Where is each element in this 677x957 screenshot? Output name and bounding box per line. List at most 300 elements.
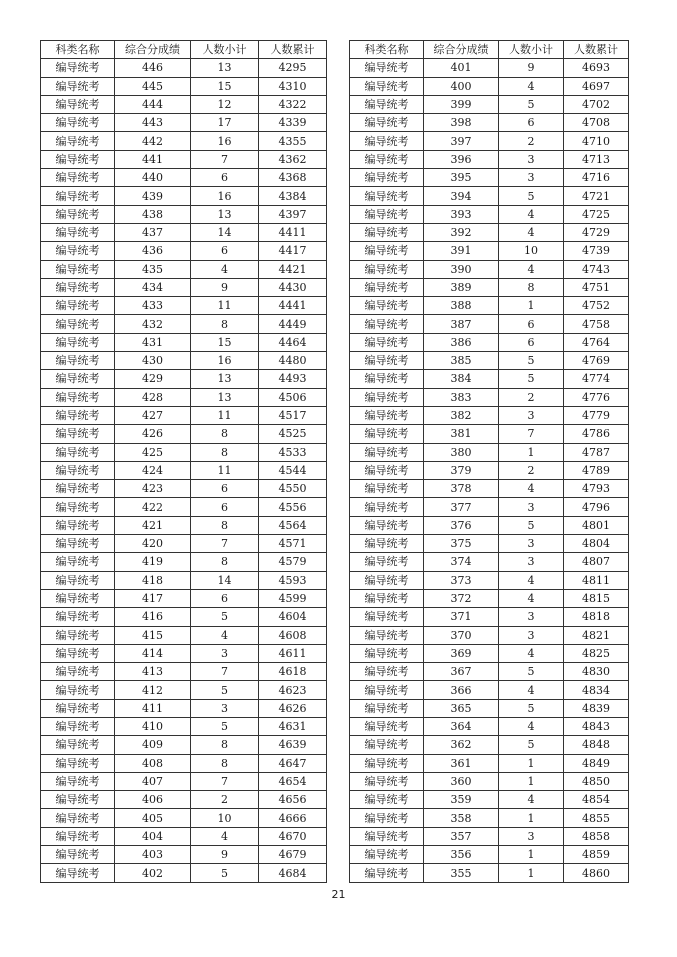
cell-cumulative: 4564 — [259, 516, 327, 534]
cell-count: 8 — [191, 516, 259, 534]
cell-score: 361 — [424, 754, 499, 772]
cell-category: 编导统考 — [350, 333, 424, 351]
cell-score: 388 — [424, 297, 499, 315]
cell-count: 13 — [191, 388, 259, 406]
table-row — [41, 608, 327, 626]
cell-cumulative: 4786 — [564, 425, 629, 443]
cell-cumulative: 4647 — [259, 754, 327, 772]
cell-cumulative: 4716 — [564, 169, 629, 187]
cell-score: 379 — [424, 461, 499, 479]
cell-category: 编导统考 — [350, 681, 424, 699]
cell-category: 编导统考 — [350, 315, 424, 333]
cell-score: 372 — [424, 589, 499, 607]
cell-cumulative: 4830 — [564, 663, 629, 681]
cell-category: 编导统考 — [41, 571, 115, 589]
cell-score: 364 — [424, 717, 499, 735]
cell-count: 1 — [499, 297, 564, 315]
cell-category: 编导统考 — [41, 242, 115, 260]
cell-score: 382 — [424, 406, 499, 424]
cell-count: 2 — [499, 388, 564, 406]
table-row — [350, 516, 629, 534]
cell-count: 15 — [191, 77, 259, 95]
cell-count: 12 — [191, 95, 259, 113]
cell-category: 编导统考 — [41, 205, 115, 223]
cell-category: 编导统考 — [350, 644, 424, 662]
cell-score: 404 — [115, 827, 191, 845]
cell-category: 编导统考 — [41, 535, 115, 553]
cell-cumulative: 4550 — [259, 480, 327, 498]
cell-category: 编导统考 — [41, 114, 115, 132]
cell-score: 429 — [115, 370, 191, 388]
table-row — [41, 480, 327, 498]
cell-category: 编导统考 — [41, 553, 115, 571]
cell-score: 419 — [115, 553, 191, 571]
cell-cumulative: 4815 — [564, 589, 629, 607]
table-row — [41, 242, 327, 260]
cell-score: 391 — [424, 242, 499, 260]
cell-score: 426 — [115, 425, 191, 443]
table-row — [350, 535, 629, 553]
cell-score: 445 — [115, 77, 191, 95]
cell-cumulative: 4684 — [259, 864, 327, 882]
cell-category: 编导统考 — [350, 425, 424, 443]
cell-score: 425 — [115, 443, 191, 461]
cell-cumulative: 4339 — [259, 114, 327, 132]
cell-category: 编导统考 — [41, 352, 115, 370]
cell-score: 360 — [424, 772, 499, 790]
cell-score: 356 — [424, 846, 499, 864]
cell-score: 416 — [115, 608, 191, 626]
header-score: 综合分成绩 — [424, 41, 499, 59]
cell-cumulative: 4804 — [564, 535, 629, 553]
table-row — [350, 132, 629, 150]
cell-cumulative: 4384 — [259, 187, 327, 205]
cell-category: 编导统考 — [350, 699, 424, 717]
cell-count: 6 — [499, 333, 564, 351]
table-row — [350, 297, 629, 315]
header-count: 人数小计 — [191, 41, 259, 59]
cell-category: 编导统考 — [350, 370, 424, 388]
cell-cumulative: 4421 — [259, 260, 327, 278]
cell-cumulative: 4693 — [564, 59, 629, 77]
cell-cumulative: 4854 — [564, 791, 629, 809]
table-row — [350, 754, 629, 772]
cell-cumulative: 4849 — [564, 754, 629, 772]
table-body — [41, 59, 327, 882]
cell-count: 3 — [191, 699, 259, 717]
cell-category: 编导统考 — [350, 772, 424, 790]
cell-cumulative: 4623 — [259, 681, 327, 699]
table-row — [350, 772, 629, 790]
cell-cumulative: 4859 — [564, 846, 629, 864]
table-row — [41, 461, 327, 479]
cell-score: 398 — [424, 114, 499, 132]
cell-score: 436 — [115, 242, 191, 260]
cell-score: 431 — [115, 333, 191, 351]
cell-cumulative: 4656 — [259, 791, 327, 809]
cell-cumulative: 4739 — [564, 242, 629, 260]
cell-cumulative: 4779 — [564, 406, 629, 424]
cell-count: 5 — [499, 699, 564, 717]
cell-count: 3 — [499, 169, 564, 187]
cell-score: 358 — [424, 809, 499, 827]
cell-score: 390 — [424, 260, 499, 278]
cell-count: 5 — [499, 370, 564, 388]
cell-cumulative: 4579 — [259, 553, 327, 571]
header-cumulative: 人数累计 — [564, 41, 629, 59]
cell-score: 355 — [424, 864, 499, 882]
cell-count: 3 — [499, 498, 564, 516]
cell-count: 16 — [191, 132, 259, 150]
cell-count: 6 — [499, 114, 564, 132]
cell-cumulative: 4858 — [564, 827, 629, 845]
cell-count: 6 — [191, 498, 259, 516]
cell-count: 4 — [191, 827, 259, 845]
cell-count: 1 — [499, 846, 564, 864]
cell-count: 6 — [499, 315, 564, 333]
cell-count: 15 — [191, 333, 259, 351]
table-row — [41, 864, 327, 882]
cell-count: 8 — [191, 425, 259, 443]
cell-score: 370 — [424, 626, 499, 644]
cell-score: 433 — [115, 297, 191, 315]
table-row — [41, 663, 327, 681]
cell-count: 11 — [191, 406, 259, 424]
cell-category: 编导统考 — [41, 864, 115, 882]
cell-cumulative: 4697 — [564, 77, 629, 95]
table-row — [350, 461, 629, 479]
cell-cumulative: 4793 — [564, 480, 629, 498]
cell-score: 421 — [115, 516, 191, 534]
table-row — [41, 406, 327, 424]
cell-count: 4 — [499, 223, 564, 241]
cell-count: 11 — [191, 297, 259, 315]
cell-count: 4 — [499, 571, 564, 589]
cell-category: 编导统考 — [350, 461, 424, 479]
table-row — [350, 114, 629, 132]
table-row — [41, 809, 327, 827]
table-row — [350, 846, 629, 864]
table-row — [350, 223, 629, 241]
table-row — [350, 699, 629, 717]
cell-score: 414 — [115, 644, 191, 662]
table-row — [350, 169, 629, 187]
cell-category: 编导统考 — [350, 95, 424, 113]
table-row — [41, 333, 327, 351]
header-category: 科类名称 — [350, 41, 424, 59]
table-row — [41, 95, 327, 113]
table-row — [350, 315, 629, 333]
cell-score: 418 — [115, 571, 191, 589]
cell-score: 430 — [115, 352, 191, 370]
cell-score: 434 — [115, 278, 191, 296]
cell-cumulative: 4464 — [259, 333, 327, 351]
table-row — [41, 535, 327, 553]
cell-score: 365 — [424, 699, 499, 717]
cell-count: 5 — [191, 864, 259, 882]
cell-cumulative: 4599 — [259, 589, 327, 607]
table-row — [41, 205, 327, 223]
table-body — [350, 59, 629, 882]
table-row — [350, 77, 629, 95]
cell-count: 13 — [191, 205, 259, 223]
cell-cumulative: 4544 — [259, 461, 327, 479]
cell-category: 编导统考 — [350, 278, 424, 296]
cell-category: 编导统考 — [350, 59, 424, 77]
table-row — [41, 297, 327, 315]
cell-category: 编导统考 — [41, 95, 115, 113]
cell-cumulative: 4811 — [564, 571, 629, 589]
cell-category: 编导统考 — [350, 535, 424, 553]
cell-count: 6 — [191, 480, 259, 498]
table-row — [350, 187, 629, 205]
cell-count: 9 — [191, 278, 259, 296]
table-row — [350, 95, 629, 113]
cell-cumulative: 4713 — [564, 150, 629, 168]
cell-cumulative: 4725 — [564, 205, 629, 223]
table-row — [350, 553, 629, 571]
cell-cumulative: 4843 — [564, 717, 629, 735]
table-row — [350, 352, 629, 370]
table-row — [350, 864, 629, 882]
table-row — [350, 333, 629, 351]
cell-score: 406 — [115, 791, 191, 809]
table-row — [41, 681, 327, 699]
cell-cumulative: 4776 — [564, 388, 629, 406]
cell-cumulative: 4493 — [259, 370, 327, 388]
cell-cumulative: 4556 — [259, 498, 327, 516]
cell-category: 编导统考 — [350, 443, 424, 461]
cell-count: 9 — [499, 59, 564, 77]
cell-cumulative: 4801 — [564, 516, 629, 534]
cell-category: 编导统考 — [41, 608, 115, 626]
cell-score: 362 — [424, 736, 499, 754]
cell-category: 编导统考 — [41, 498, 115, 516]
cell-score: 400 — [424, 77, 499, 95]
table-row — [41, 626, 327, 644]
cell-category: 编导统考 — [350, 260, 424, 278]
cell-score: 357 — [424, 827, 499, 845]
cell-category: 编导统考 — [350, 846, 424, 864]
cell-score: 444 — [115, 95, 191, 113]
cell-cumulative: 4480 — [259, 352, 327, 370]
cell-score: 439 — [115, 187, 191, 205]
cell-category: 编导统考 — [350, 663, 424, 681]
cell-category: 编导统考 — [350, 297, 424, 315]
cell-category: 编导统考 — [350, 864, 424, 882]
cell-score: 410 — [115, 717, 191, 735]
table-row — [41, 260, 327, 278]
cell-cumulative: 4430 — [259, 278, 327, 296]
cell-category: 编导统考 — [350, 223, 424, 241]
table-row — [41, 791, 327, 809]
cell-category: 编导统考 — [350, 114, 424, 132]
cell-score: 394 — [424, 187, 499, 205]
cell-category: 编导统考 — [41, 809, 115, 827]
cell-category: 编导统考 — [41, 846, 115, 864]
cell-count: 4 — [499, 717, 564, 735]
table-row — [350, 589, 629, 607]
cell-count: 10 — [499, 242, 564, 260]
cell-count: 8 — [499, 278, 564, 296]
cell-score: 366 — [424, 681, 499, 699]
cell-score: 377 — [424, 498, 499, 516]
cell-score: 422 — [115, 498, 191, 516]
cell-category: 编导统考 — [41, 699, 115, 717]
cell-cumulative: 4631 — [259, 717, 327, 735]
cell-cumulative: 4848 — [564, 736, 629, 754]
cell-score: 428 — [115, 388, 191, 406]
cell-cumulative: 4807 — [564, 553, 629, 571]
cell-category: 编导统考 — [350, 77, 424, 95]
cell-cumulative: 4774 — [564, 370, 629, 388]
cell-count: 6 — [191, 242, 259, 260]
cell-count: 14 — [191, 223, 259, 241]
cell-score: 442 — [115, 132, 191, 150]
cell-category: 编导统考 — [350, 608, 424, 626]
cell-cumulative: 4752 — [564, 297, 629, 315]
cell-cumulative: 4787 — [564, 443, 629, 461]
cell-count: 11 — [191, 461, 259, 479]
table-row — [41, 223, 327, 241]
cell-cumulative: 4517 — [259, 406, 327, 424]
cell-cumulative: 4850 — [564, 772, 629, 790]
table-row — [350, 571, 629, 589]
cell-score: 403 — [115, 846, 191, 864]
cell-count: 3 — [499, 553, 564, 571]
table-row — [350, 717, 629, 735]
cell-category: 编导统考 — [41, 370, 115, 388]
cell-cumulative: 4618 — [259, 663, 327, 681]
cell-count: 6 — [191, 169, 259, 187]
table-row — [41, 59, 327, 77]
cell-category: 编导统考 — [350, 809, 424, 827]
table-row — [350, 644, 629, 662]
cell-count: 10 — [191, 809, 259, 827]
cell-count: 8 — [191, 736, 259, 754]
cell-cumulative: 4593 — [259, 571, 327, 589]
cell-cumulative: 4604 — [259, 608, 327, 626]
cell-count: 8 — [191, 553, 259, 571]
cell-category: 编导统考 — [41, 77, 115, 95]
cell-category: 编导统考 — [41, 772, 115, 790]
cell-score: 373 — [424, 571, 499, 589]
cell-category: 编导统考 — [41, 333, 115, 351]
cell-category: 编导统考 — [350, 736, 424, 754]
cell-cumulative: 4310 — [259, 77, 327, 95]
cell-count: 5 — [499, 187, 564, 205]
cell-count: 5 — [499, 95, 564, 113]
cell-category: 编导统考 — [41, 644, 115, 662]
cell-cumulative: 4818 — [564, 608, 629, 626]
table-row — [350, 663, 629, 681]
table-row — [41, 77, 327, 95]
cell-count: 4 — [499, 205, 564, 223]
cell-cumulative: 4571 — [259, 535, 327, 553]
cell-cumulative: 4743 — [564, 260, 629, 278]
cell-score: 397 — [424, 132, 499, 150]
cell-count: 7 — [191, 535, 259, 553]
cell-category: 编导统考 — [350, 827, 424, 845]
cell-count: 14 — [191, 571, 259, 589]
cell-count: 2 — [499, 461, 564, 479]
cell-count: 13 — [191, 59, 259, 77]
cell-category: 编导统考 — [350, 132, 424, 150]
cell-category: 编导统考 — [41, 187, 115, 205]
cell-cumulative: 4295 — [259, 59, 327, 77]
cell-cumulative: 4825 — [564, 644, 629, 662]
cell-cumulative: 4362 — [259, 150, 327, 168]
header-cumulative: 人数累计 — [259, 41, 327, 59]
cell-category: 编导统考 — [350, 480, 424, 498]
cell-cumulative: 4834 — [564, 681, 629, 699]
table-row — [41, 754, 327, 772]
cell-category: 编导统考 — [350, 754, 424, 772]
table-row — [350, 626, 629, 644]
table-row — [350, 425, 629, 443]
cell-score: 402 — [115, 864, 191, 882]
cell-cumulative: 4449 — [259, 315, 327, 333]
score-table-right — [349, 40, 629, 883]
cell-count: 4 — [499, 480, 564, 498]
table-row — [350, 736, 629, 754]
cell-category: 编导统考 — [350, 150, 424, 168]
cell-category: 编导统考 — [350, 553, 424, 571]
cell-cumulative: 4758 — [564, 315, 629, 333]
cell-count: 8 — [191, 315, 259, 333]
cell-score: 415 — [115, 626, 191, 644]
cell-score: 374 — [424, 553, 499, 571]
cell-cumulative: 4729 — [564, 223, 629, 241]
cell-cumulative: 4764 — [564, 333, 629, 351]
cell-count: 6 — [191, 589, 259, 607]
cell-count: 7 — [191, 150, 259, 168]
cell-cumulative: 4355 — [259, 132, 327, 150]
table-row — [41, 736, 327, 754]
cell-count: 4 — [499, 644, 564, 662]
cell-score: 385 — [424, 352, 499, 370]
cell-count: 9 — [191, 846, 259, 864]
cell-cumulative: 4789 — [564, 461, 629, 479]
table-row — [41, 388, 327, 406]
cell-cumulative: 4666 — [259, 809, 327, 827]
table-row — [350, 388, 629, 406]
cell-category: 编导统考 — [41, 589, 115, 607]
table-row — [41, 498, 327, 516]
cell-cumulative: 4322 — [259, 95, 327, 113]
cell-count: 2 — [499, 132, 564, 150]
cell-score: 440 — [115, 169, 191, 187]
cell-cumulative: 4796 — [564, 498, 629, 516]
cell-category: 编导统考 — [41, 663, 115, 681]
table-row — [41, 315, 327, 333]
table-row — [350, 242, 629, 260]
cell-count: 7 — [499, 425, 564, 443]
cell-count: 5 — [499, 352, 564, 370]
cell-score: 375 — [424, 535, 499, 553]
table-row — [350, 370, 629, 388]
cell-score: 371 — [424, 608, 499, 626]
table-row — [350, 681, 629, 699]
cell-count: 5 — [499, 663, 564, 681]
cell-category: 编导统考 — [350, 242, 424, 260]
cell-count: 7 — [191, 663, 259, 681]
cell-count: 8 — [191, 754, 259, 772]
table-row — [350, 809, 629, 827]
header-score: 综合分成绩 — [115, 41, 191, 59]
table-header-row — [41, 41, 327, 59]
page-number: 21 — [331, 888, 346, 901]
